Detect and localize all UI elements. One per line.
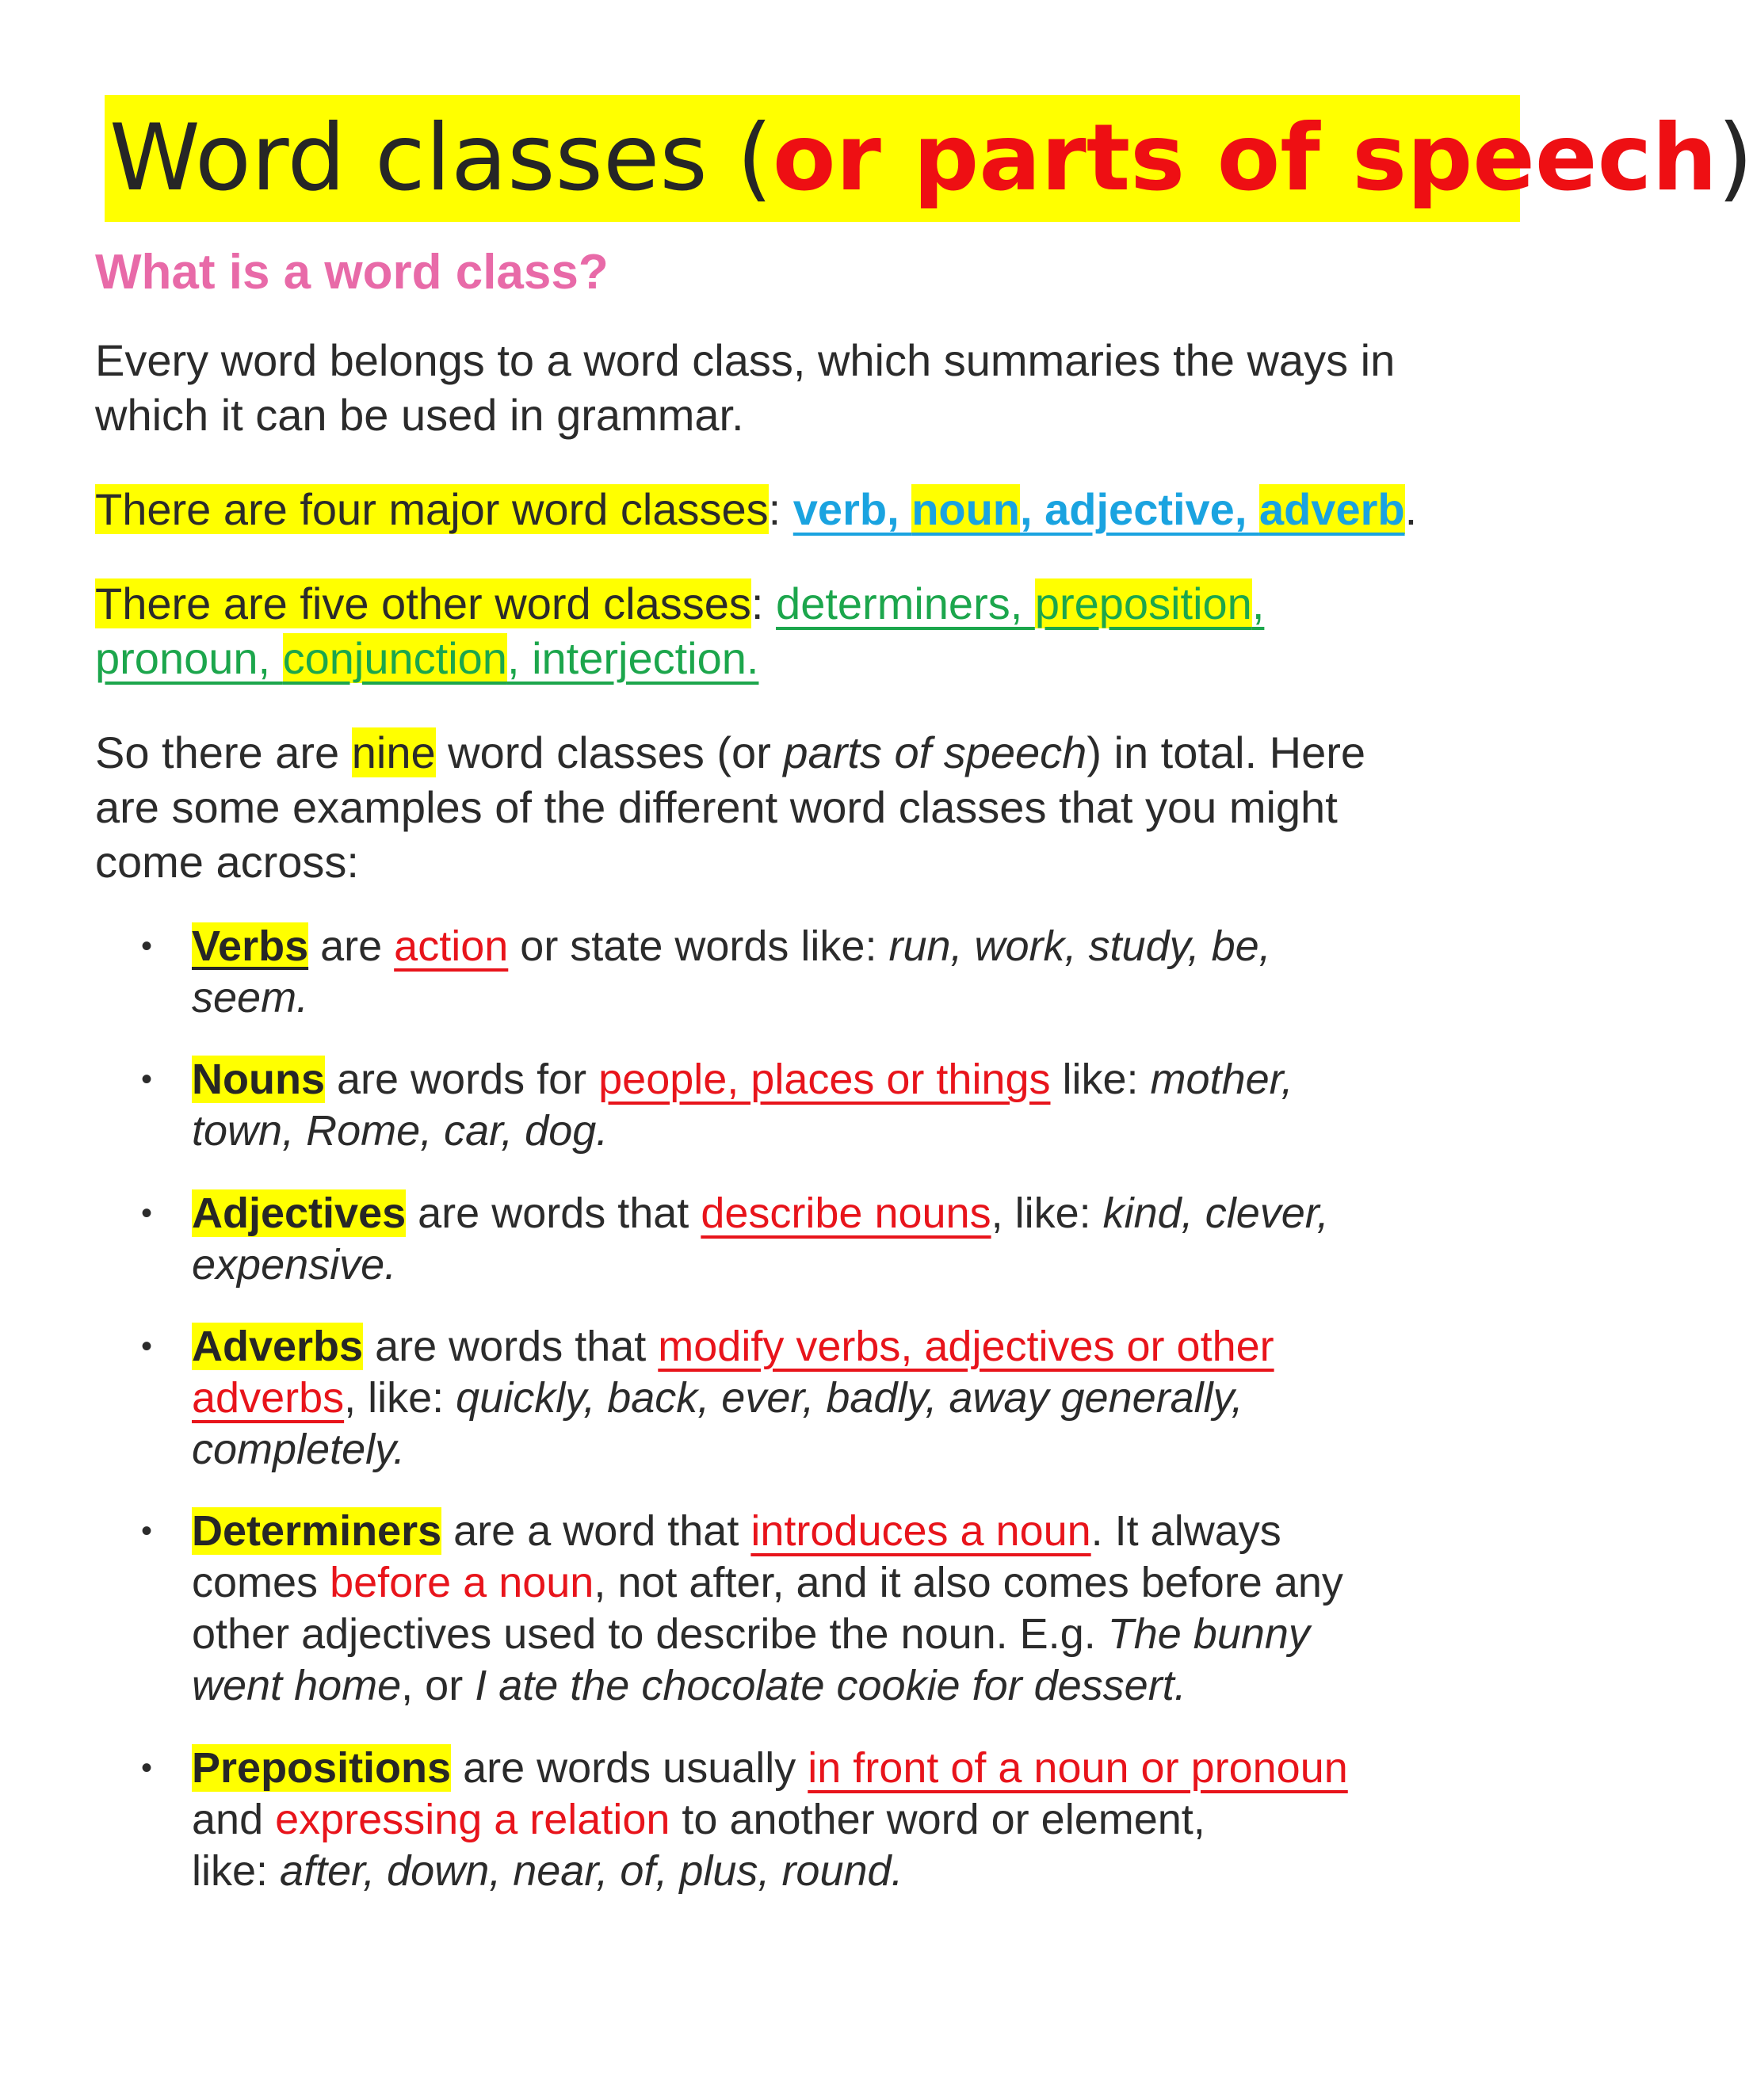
summary-line-3: come across: [95,837,359,887]
summary-line-2: are some examples of the different word classes that you might [95,782,1338,832]
other-list-line2 [95,633,758,683]
major-verb: verb, [792,484,912,534]
list-item-adverbs [141,1321,1539,1476]
title-plain: Word classes ( [109,105,773,212]
list-item-prepositions [141,1743,1539,1897]
verbs-examples-2: seem. [192,974,309,1021]
other-preposition: preposition [1034,578,1252,628]
list-item-determiners [141,1506,1539,1712]
other-lead: There are five other word classes [95,578,751,628]
term-nouns: Nouns [192,1056,325,1103]
adjectives-examples-2: expensive. [192,1241,397,1289]
other-classes-paragraph [95,576,1537,685]
bullet: • [141,1062,153,1097]
title-close: ) [1717,105,1753,212]
nouns-a: are words for [325,1056,599,1103]
major-list [793,484,1405,534]
determiners-l3ex: The bunny [1107,1610,1310,1658]
prepositions-l3a: like: [192,1847,281,1895]
adverbs-a: are words that [363,1323,659,1370]
section-heading: What is a word class? [95,245,609,300]
adverbs-b: , like: [344,1374,456,1422]
determiners-l4b: , or [401,1662,475,1709]
page-title [105,95,1753,222]
list-item-adjectives [141,1188,1539,1291]
title-highlight: or parts of speech [772,105,1717,212]
bullet: • [141,1329,153,1364]
verbs-b: or state words like: [508,922,889,970]
summary-pos: parts of speech [783,727,1087,777]
verbs-examples-1: run, work, study, be, [888,922,1271,970]
prepositions-l2a: and [192,1796,276,1843]
verbs-a: are [308,922,395,970]
nouns-b: like: [1050,1056,1151,1103]
adjectives-a: are words that [406,1189,701,1237]
major-adverb: adverb [1258,484,1405,534]
adjectives-examples-1: kind, clever, [1102,1189,1329,1237]
term-determiners: Determiners [192,1507,442,1555]
prepositions-l2key: expressing a relation [275,1796,670,1843]
verbs-key: action [394,922,509,970]
intro-paragraph [95,333,1537,442]
prepositions-a: are words usually [451,1744,808,1792]
other-interjection: , interjection. [506,633,759,683]
determiners-l2key: before a noun [330,1559,594,1606]
summary-c: ) in total. Here [1087,727,1366,777]
prepositions-l2b: to another word or element, [670,1796,1205,1843]
nouns-examples-2: town, Rome, car, dog. [192,1107,609,1155]
determiners-l3a: other adjectives used to describe the noun. E.g. [192,1610,1108,1658]
nouns-key: people, places or things [598,1056,1051,1103]
other-colon: : [750,578,777,628]
determiners-b: . It always [1090,1507,1281,1555]
adverbs-examples-1: quickly, back, ever, badly, away generally, [456,1374,1243,1422]
list-item-nouns [141,1054,1539,1157]
adverbs-examples-2: completely. [192,1426,406,1473]
bullet: • [141,1751,153,1785]
determiners-key: introduces a noun [750,1507,1091,1555]
determiners-l4ex: went home [192,1662,402,1709]
list-item-verbs [141,921,1539,1024]
adverbs-key-1: modify verbs, adjectives or other [658,1323,1274,1370]
major-end: . [1404,484,1418,534]
summary-b: word classes (or [435,727,784,777]
summary-paragraph [95,725,1537,889]
major-lead: There are four major word classes [95,484,769,534]
other-list-line1 [776,578,1264,628]
major-noun: noun [911,484,1021,534]
other-comma: , [1251,578,1265,628]
major-adjective: , adjective, [1020,484,1259,534]
determiners-a: are a word that [441,1507,751,1555]
nouns-examples-1: mother, [1150,1056,1293,1103]
major-colon: : [768,484,793,534]
bullet: • [141,929,153,964]
term-verbs: Verbs [192,922,309,970]
term-adverbs: Adverbs [192,1323,364,1370]
determiners-l2a: comes [192,1559,330,1606]
adjectives-key: describe nouns [701,1189,991,1237]
adjectives-b: , like: [991,1189,1103,1237]
determiners-l4ex2: I ate the chocolate cookie for dessert. [475,1662,1186,1709]
bullet: • [141,1514,153,1548]
prepositions-l3ex: after, down, near, of, plus, round. [280,1847,903,1895]
term-prepositions: Prepositions [192,1744,452,1792]
intro-line-1: Every word belongs to a word class, which summaries the ways in [95,335,1396,385]
prepositions-key: in front of a noun or pronoun [808,1744,1348,1792]
other-pronoun: pronoun, [95,633,283,683]
other-conjunction: conjunction [282,633,507,683]
other-determiners: determiners, [776,578,1035,628]
adverbs-key-2: adverbs [192,1374,345,1422]
summary-nine: nine [351,727,436,777]
major-classes-paragraph [95,482,1537,536]
bullet: • [141,1196,153,1231]
term-adjectives: Adjectives [192,1189,407,1237]
determiners-l2b: , not after, and it also comes before any [594,1559,1343,1606]
summary-a: So there are [95,727,352,777]
intro-line-2: which it can be used in grammar. [95,390,744,440]
